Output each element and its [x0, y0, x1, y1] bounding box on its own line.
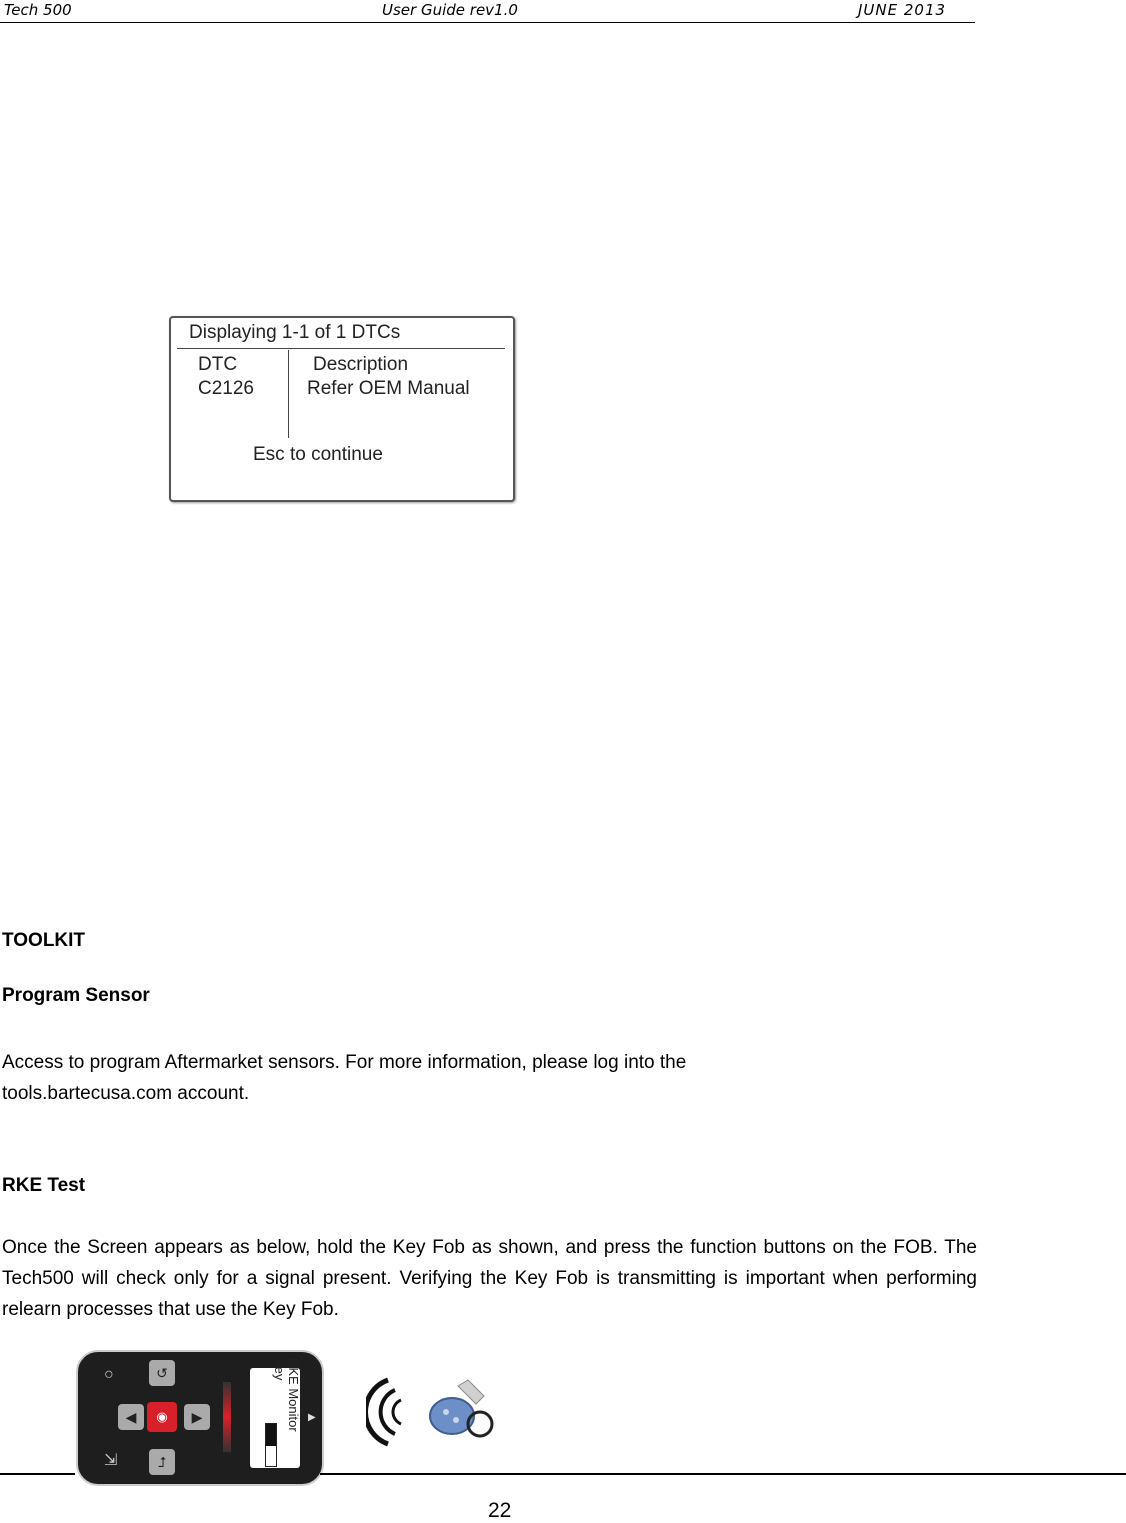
program-sensor-line2: tools.bartecusa.com account. — [2, 1083, 250, 1104]
toolkit-heading: TOOLKIT — [2, 930, 86, 951]
dtc-col-header: DTC — [198, 354, 238, 375]
esc-to-continue: Esc to continue — [253, 444, 383, 465]
description-col-header: Description — [313, 354, 409, 375]
device-screen — [250, 1358, 301, 1468]
right-arrow-icon: ▶ — [184, 1404, 210, 1430]
key-fob-icon — [424, 1374, 500, 1446]
dtc-code: C2126 — [198, 378, 254, 399]
rke-test-heading: RKE Test — [2, 1175, 86, 1196]
device-screen-line1: RKE Monitor — [286, 1358, 301, 1432]
enter-key-icon: ⮥ — [149, 1449, 175, 1475]
program-sensor-line1: Access to program Aftermarket sensors. For more information, please log into the — [2, 1052, 687, 1073]
signal-meter-fill — [266, 1424, 276, 1446]
left-arrow-icon: ◀ — [118, 1404, 144, 1430]
dtc-divider — [177, 348, 505, 349]
signal-meter — [265, 1423, 277, 1467]
program-sensor-heading: Program Sensor — [2, 985, 150, 1006]
signal-waves-icon — [366, 1372, 406, 1452]
right-edge-arrow-icon: ▶ — [308, 1412, 316, 1423]
back-key-icon: ↺ — [149, 1360, 175, 1386]
dtc-description: Refer OEM Manual — [307, 378, 470, 399]
device-screen-text — [272, 1358, 300, 1432]
device-screen-line2: Key — [272, 1358, 287, 1381]
footer-rule-left — [0, 1473, 75, 1475]
header-date: JUNE 2013 — [858, 1, 947, 19]
power-icon: ○ — [104, 1366, 114, 1383]
program-sensor-text — [2, 1047, 977, 1109]
dtc-column-divider — [288, 350, 289, 438]
header-title: User Guide rev1.0 — [382, 1, 518, 19]
header-product: Tech 500 — [4, 1, 72, 19]
rke-test-text: Once the Screen appears as below, hold the Key Fob as shown, and press the function buttons on the FOB. The Tech500 will check only for a signal present. Verifying the Key Fob is transmitting is important when performing relearn processes that use the Key Fob. — [2, 1237, 977, 1320]
tech500-device-illustration — [76, 1350, 324, 1486]
exit-icon: ⇲ — [104, 1452, 118, 1469]
dtc-title: Displaying 1-1 of 1 DTCs — [189, 322, 401, 343]
page-header — [0, 0, 975, 23]
footer-rule-right — [320, 1473, 1126, 1475]
transmit-button-icon: ◉ — [147, 1402, 177, 1432]
dtc-screen-figure — [169, 316, 515, 502]
page-number: 22 — [488, 1499, 512, 1522]
device-brand-logo — [223, 1382, 231, 1452]
